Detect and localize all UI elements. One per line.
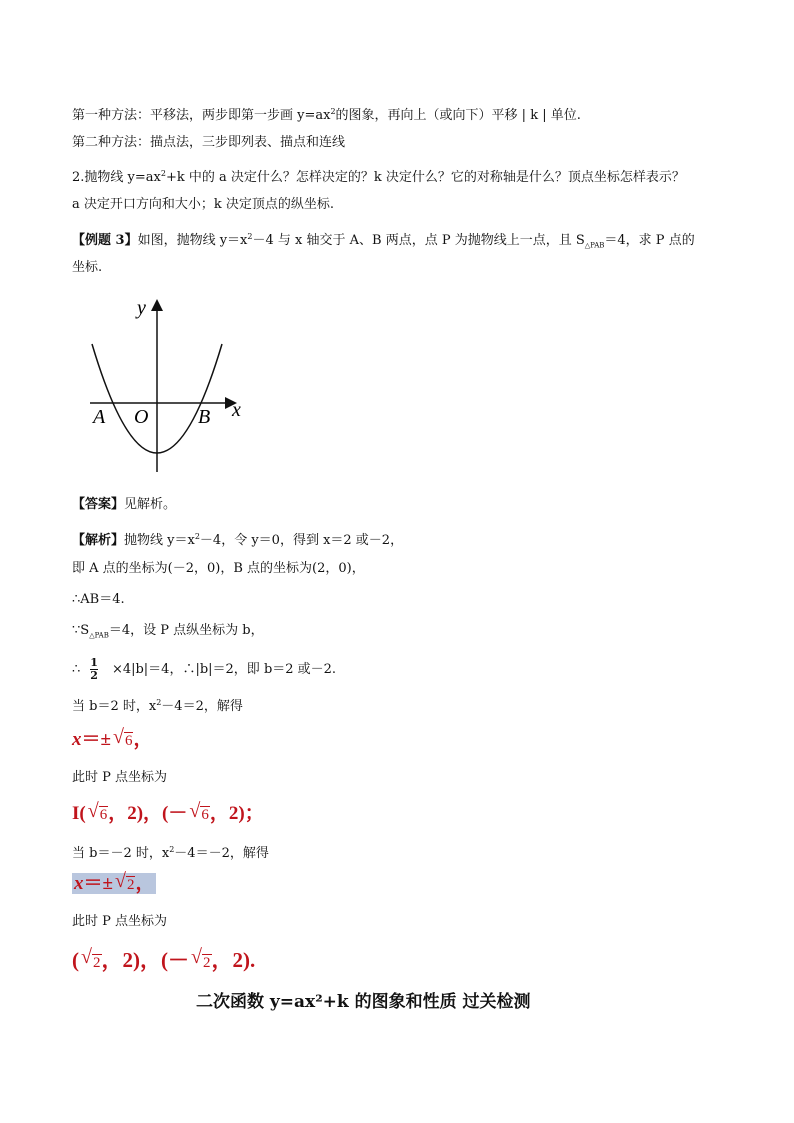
- section-title: 二次函数 y=ax²+k 的图象和性质 过关检测: [196, 992, 531, 1012]
- analysis-line-5: ∴ $\frac{1}{2}$ ×4|b|＝4，∴|b|＝2，即 b＝2 或－2.: [72, 656, 337, 682]
- sqrt-6: √ 6: [189, 800, 209, 823]
- analysis-line-1: 【解析】抛物线 $y=x^2-4$，令 y＝0，得到 x＝2 或－2，: [72, 532, 404, 548]
- example-3-line-2: 坐标.: [72, 260, 103, 275]
- example-3-line: 【例题 3】如图，抛物线 $y=x^2-4$ 与 x 轴交于 A、B 两点，点 P 为抛物线上一点，且 $S_{\triangle PAB}=4$，求 P 点的: [72, 232, 695, 250]
- result-p-coords-2: ( √ 2，2)，(－ √ 2，2).: [72, 946, 255, 977]
- sqrt-6: √ 6: [112, 726, 133, 749]
- analysis-line-4: $\because S_{\triangle PAB}=4$，设 P 点纵坐标为 b，: [72, 623, 264, 640]
- sqrt-2: √ 2: [114, 870, 135, 893]
- x-axis-label: x: [232, 399, 241, 421]
- answer-2-line: a 决定开口方向和大小；k 决定顶点的纵坐标.: [72, 197, 335, 212]
- half-fraction: $\frac{1}{2}$: [90, 656, 98, 682]
- sqrt-2: √ 2: [81, 946, 101, 971]
- analysis-line-6: 当 b＝2 时，$x^2-4=2$，解得: [72, 698, 243, 714]
- answer-line: 【答案】见解析。: [72, 497, 177, 512]
- analysis-tag: 【解析】: [72, 533, 125, 548]
- analysis-line-2: 即 A 点的坐标为(－2，0)，B 点的坐标为(2，0)，: [72, 561, 365, 576]
- method-1-line: 第一种方法：平移法，两步即第一步画 $y=ax^2$的图象，再向上（或向下）平移 | k | 单位.: [72, 107, 581, 123]
- example-tag: 【例题 3】: [72, 233, 138, 248]
- sqrt-2: √ 2: [191, 946, 211, 971]
- point-a-label: A: [93, 406, 106, 428]
- analysis-line-7: 此时 P 点坐标为: [72, 770, 168, 785]
- analysis-line-9: 此时 P 点坐标为: [72, 914, 168, 929]
- result-x-sqrt6: x＝± √ 6，: [72, 727, 152, 754]
- sqrt-6: √ 6: [87, 800, 108, 823]
- result-x-sqrt2: [72, 872, 156, 897]
- result-p-coords-1: I( √ 6，2)，(－ √ 6，2)；: [72, 801, 264, 828]
- y-axis-label: y: [137, 297, 146, 319]
- parabola-graph: [84, 292, 264, 482]
- answer-tag: 【答案】: [72, 497, 125, 512]
- origin-label: O: [134, 406, 149, 428]
- point-b-label: B: [198, 406, 211, 428]
- analysis-line-3: ∴AB＝4.: [72, 592, 125, 607]
- method-2-line: 第二种方法：描点法，三步即列表、描点和连线: [72, 135, 346, 150]
- highlighted-result: x＝± √ 2，: [72, 873, 156, 894]
- question-2-line: 2.抛物线 $y=ax^2+k$ 中的 a 决定什么？怎样决定的？k 决定什么？它的对称轴是什么？顶点坐标怎样表示？: [72, 169, 685, 185]
- analysis-line-8: 当 b＝－2 时，$x^2-4=-2$，解得: [72, 845, 269, 861]
